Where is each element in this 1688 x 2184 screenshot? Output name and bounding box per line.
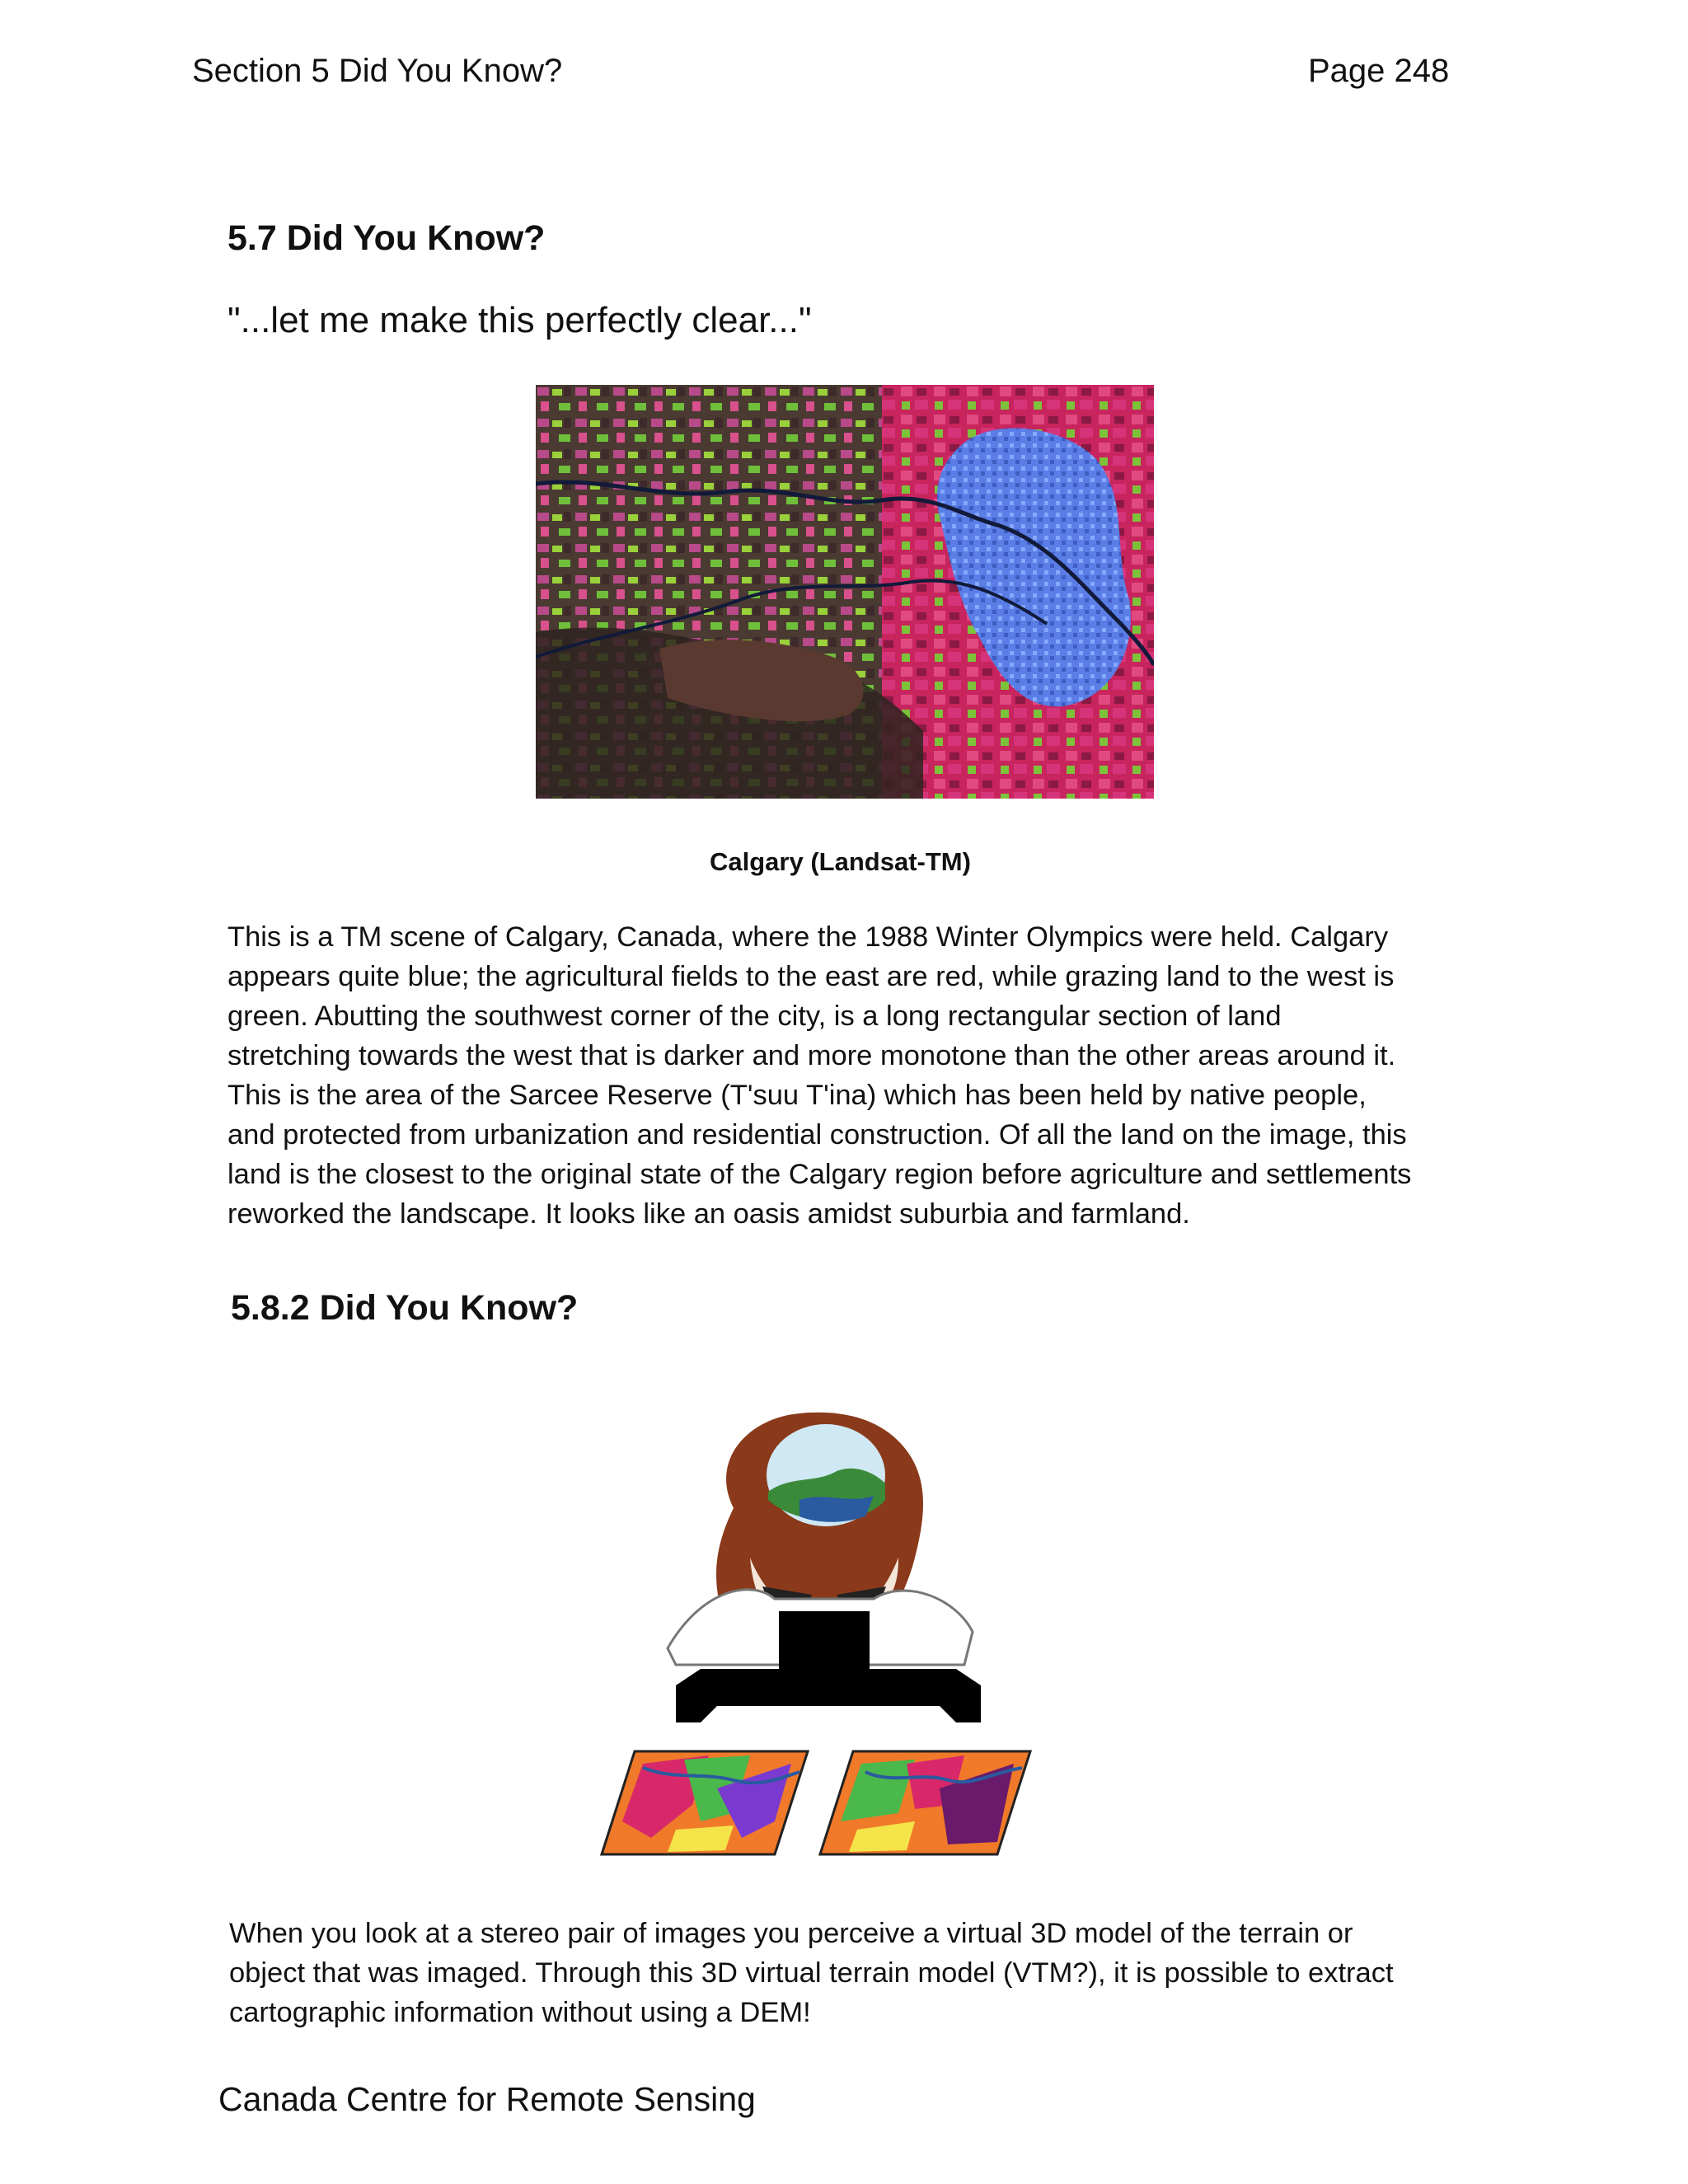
paragraph-line: When you look at a stereo pair of images you perceive a virtual 3D model of the terrain or [229, 1918, 1353, 1949]
paragraph-line: green. Abutting the southwest corner of the city, is a long rectangular section of land [227, 1001, 1282, 1032]
stereo-map-left [602, 1751, 808, 1854]
paragraph-line: This is the area of the Sarcee Reserve (T'suu T'ina) which has been held by native people, [227, 1080, 1367, 1111]
page-footer: Canada Centre for Remote Sensing [218, 2080, 756, 2118]
paragraph-line: This is a TM scene of Calgary, Canada, where the 1988 Winter Olympics were held. Calgary [227, 921, 1389, 953]
paragraph-line: reworked the landscape. It looks like an oasis amidst suburbia and farmland. [227, 1198, 1190, 1230]
section-heading-5-8-2: 5.8.2 Did You Know? [231, 1288, 579, 1328]
paragraph-line: object that was imaged. Through this 3D virtual terrain model (VTM?), it is possible to extract [229, 1957, 1394, 1989]
stereo-viewer-illustration [552, 1393, 1047, 1887]
calgary-satellite-graphic [536, 385, 1154, 799]
running-header-section: Section 5 Did You Know? [192, 53, 563, 89]
figure-caption-calgary: Calgary (Landsat-TM) [710, 847, 971, 876]
calgary-landsat-image [536, 385, 1154, 799]
paragraph-line: land is the closest to the original state of the Calgary region before agriculture and settlements [227, 1159, 1412, 1190]
paragraph-line: stretching towards the west that is darker and more monotone than the other areas around it. [227, 1040, 1396, 1071]
running-header-page: Page 248 [1308, 53, 1450, 89]
paragraph-line: and protected from urbanization and residential construction. Of all the land on the image, this [227, 1119, 1407, 1151]
paragraph-line: appears quite blue; the agricultural fields to the east are red, while grazing land to the west is [227, 961, 1395, 992]
section-heading-5-7: 5.7 Did You Know? [227, 218, 546, 258]
stereo-map-right [820, 1751, 1030, 1854]
section-quote: "...let me make this perfectly clear..." [227, 300, 812, 340]
section-paragraph-5-7 [227, 917, 1480, 1234]
paragraph-line: cartographic information without using a DEM! [229, 1997, 811, 2028]
section-paragraph-5-8-2 [229, 1914, 1482, 2032]
stereo-viewer-graphic [552, 1393, 1047, 1887]
